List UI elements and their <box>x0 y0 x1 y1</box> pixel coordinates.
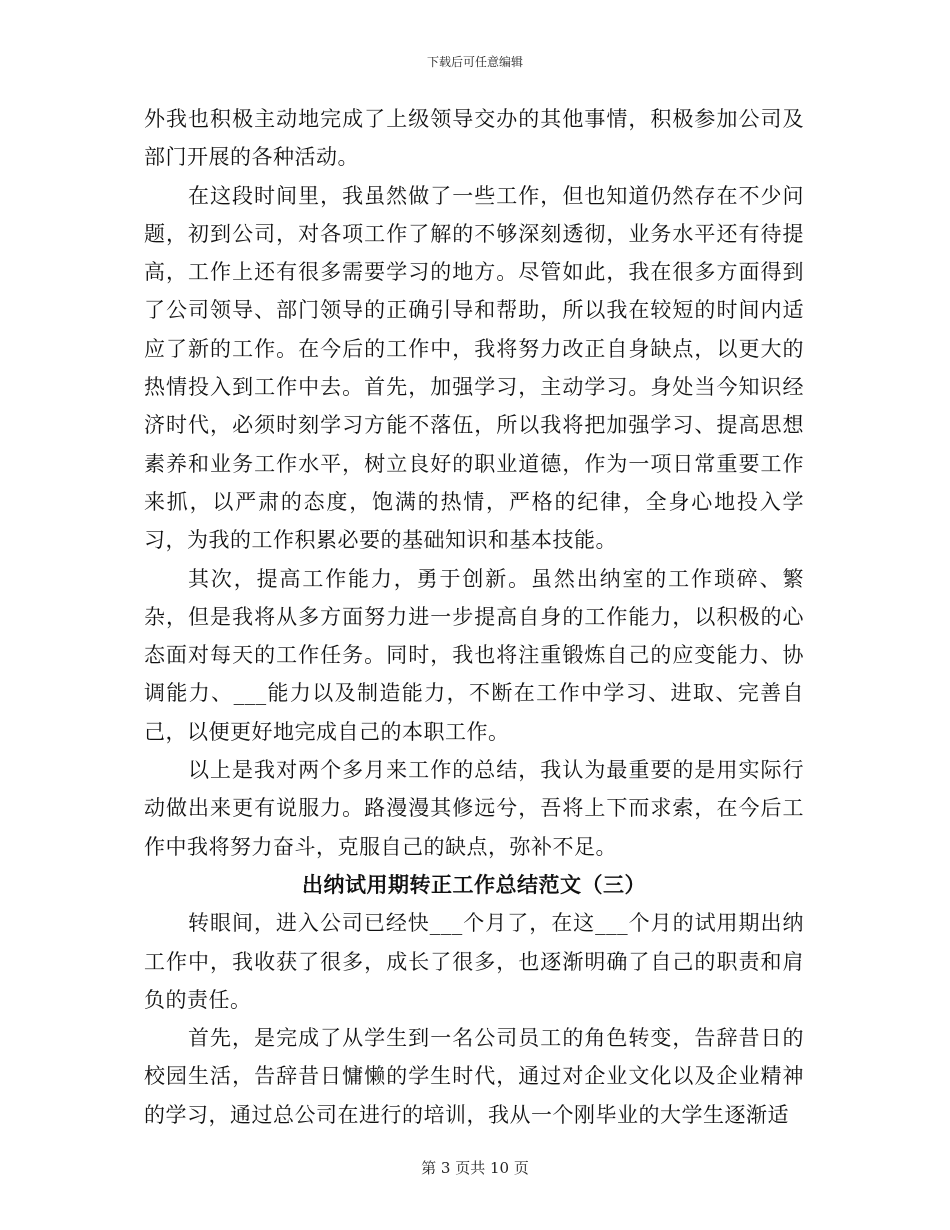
section-title: 出纳试用期转正工作总结范文（三） <box>302 871 646 897</box>
paragraph-continuation: 外我也积极主动地完成了上级领导交办的其他事情，积极参加公司及部门开展的各种活动。 <box>144 107 804 170</box>
page-header-note: 下载后可任意编辑 <box>426 55 523 69</box>
paragraph-improvement: 其次，提高工作能力，勇于创新。虽然出纳室的工作琐碎、繁杂，但是我将从多方面努力进一步提高自身的工作能力，以积极的心态面对每天的工作任务。同时，我也将注重锻炼自己的应变能力、协调能力、___能力以及制造能力，不断在工作中学习、进取、完善自己，以便更好地完成自己的本职工作。 <box>144 566 804 744</box>
paragraph-intro: 转眼间，进入公司已经快___个月了，在这___个月的试用期出纳工作中，我收获了很多，成长了很多，也逐渐明确了自己的职责和肩负的责任。 <box>144 911 804 1012</box>
page-number: 第 3 页共 10 页 <box>421 1159 529 1177</box>
paragraph-role-change: 首先，是完成了从学生到一名公司员工的角色转变，告辞昔日的校园生活，告辞昔日慵懒的学生时代，通过对企业文化以及企业精神的学习，通过总公司在进行的培训，我从一个刚毕业的大学生逐渐适 <box>144 1026 804 1127</box>
paragraph-reflection: 在这段时间里，我虽然做了一些工作，但也知道仍然存在不少问题，初到公司，对各项工作了解的不够深刻透彻，业务水平还有待提高，工作上还有很多需要学习的地方。尽管如此，我在很多方面得到了公司领导、部门领导的正确引导和帮助，所以我在较短的时间内适应了新的工作。在今后的工作中，我将努力改正自身缺点，以更大的热情投入到工作中去。首先，加强学习，主动学习。身处当今知识经济时代，必须时刻学习方能不落伍，所以我将把加强学习、提高思想素养和业务工作水平，树立良好的职业道德，作为一项日常重要工作来抓，以严肃的态度，饱满的热情，严格的纪律，全身心地投入学习，为我的工作积累必要的基础知识和基本技能。 <box>144 183 804 553</box>
paragraph-summary: 以上是我对两个多月来工作的总结，我认为最重要的是用实际行动做出来更有说服力。路漫漫其修远兮，吾将上下而求索，在今后工作中我将努力奋斗，克服自己的缺点，弥补不足。 <box>144 758 804 859</box>
document-body <box>144 100 804 1134</box>
